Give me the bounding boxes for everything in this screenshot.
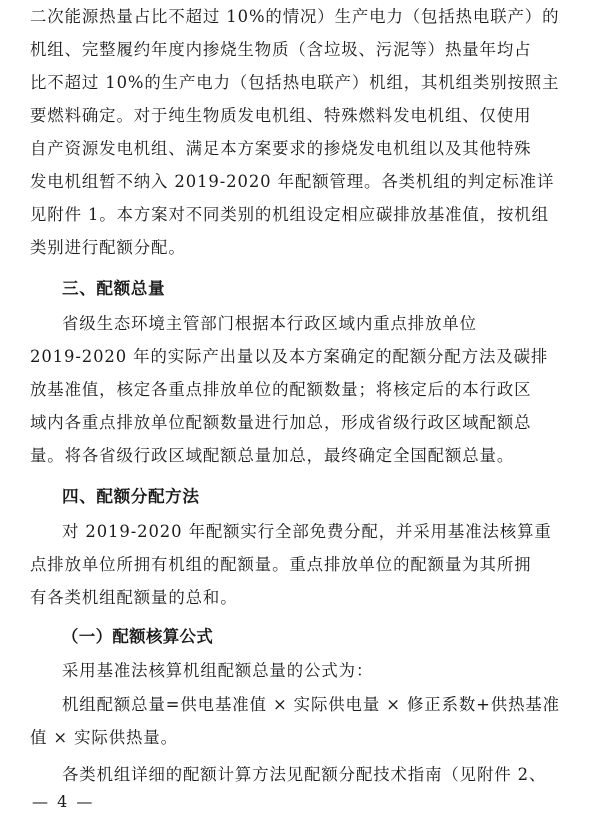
paragraph-line: 类别进行配额分配。: [30, 238, 186, 257]
formula-line: 值 × 实际供热量。: [30, 728, 178, 747]
section-heading-allocation-method: 四、配额分配方法: [62, 487, 200, 506]
paragraph-line: 量。将各省级行政区域配额总量加总，最终确定全国配额总量。: [30, 446, 515, 465]
paragraph-line: 点排放单位所拥有机组的配额量。重点排放单位的配额量为其所拥: [30, 555, 532, 574]
section-heading-quota-total: 三、配额总量: [62, 279, 166, 298]
paragraph-line: 放基准值，核定各重点排放单位的配额数量；将核定后的本行政区: [30, 380, 532, 399]
paragraph-line: 域内各重点排放单位配额数量进行加总，形成省级行政区域配额总: [30, 413, 532, 432]
paragraph-line: 比不超过 10%的生产电力（包括热电联产）机组，其机组类别按照主: [30, 73, 560, 92]
paragraph-line: 机组、完整履约年度内掺烧生物质（含垃圾、污泥等）热量年均占: [30, 40, 532, 59]
paragraph-line: 自产资源发电机组、满足本方案要求的掺烧发电机组以及其他特殊: [30, 139, 532, 158]
paragraph-line: 采用基准法核算机组配额总量的公式为：: [62, 661, 374, 680]
page-number: — 4 —: [32, 792, 95, 811]
paragraph-line: 有各类机组配额量的总和。: [30, 588, 238, 607]
paragraph-line: 二次能源热量占比不超过 10%的情况）生产电力（包括热电联产）的: [30, 7, 560, 26]
paragraph-line: 2019-2020 年的实际产出量以及本方案确定的配额分配方法及碳排: [30, 347, 549, 366]
formula-line: 机组配额总量=供电基准值 × 实际供电量 × 修正系数+供热基准: [62, 695, 560, 714]
paragraph-line: 省级生态环境主管部门根据本行政区域内重点排放单位: [62, 314, 477, 333]
paragraph-line: 要燃料确定。对于纯生物质发电机组、特殊燃料发电机组、仅使用: [30, 106, 532, 125]
paragraph-line: 发电机组暂不纳入 2019-2020 年配额管理。各类机组的判定标准详: [30, 172, 555, 191]
paragraph-line: 各类机组详细的配额计算方法见配额分配技术指南（见附件 2、: [62, 765, 547, 784]
paragraph-line: 对 2019-2020 年配额实行全部免费分配，并采用基准法核算重: [62, 522, 552, 541]
paragraph-line: 见附件 1。本方案对不同类别的机组设定相应碳排放基准值，按机组: [30, 205, 549, 224]
subsection-heading-formula: （一）配额核算公式: [62, 627, 214, 646]
